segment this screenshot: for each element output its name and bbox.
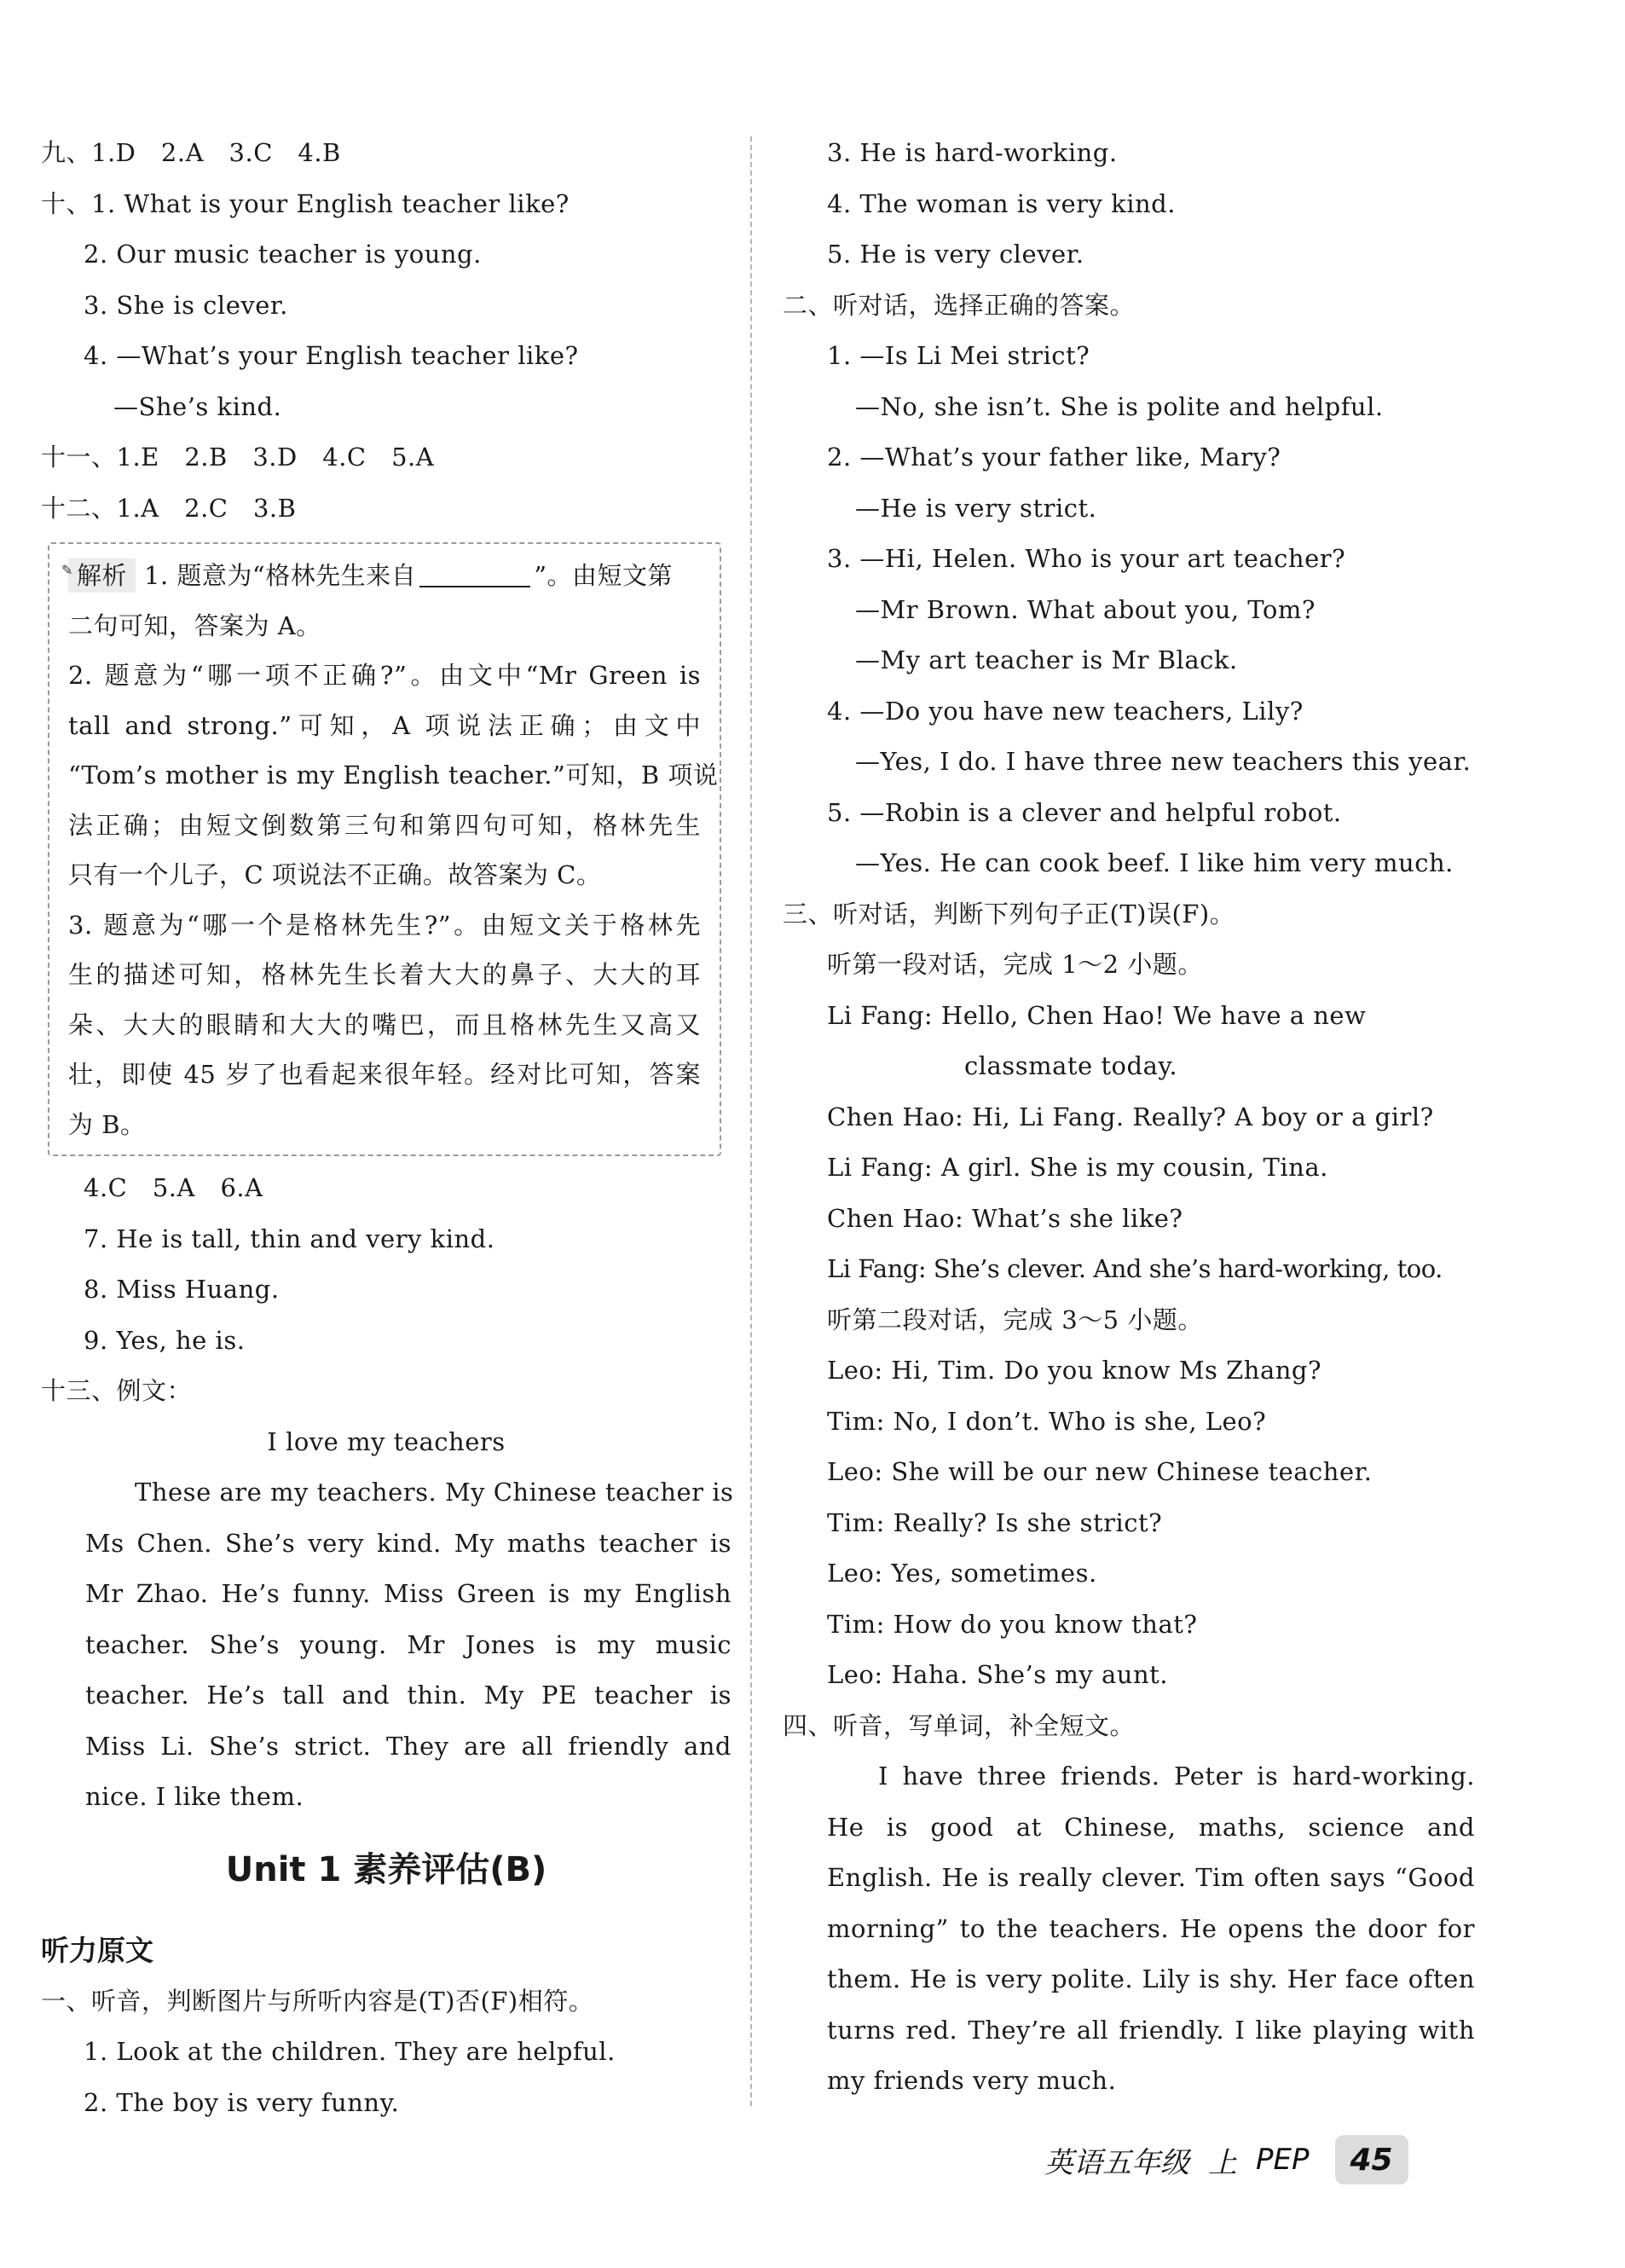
analysis-line — [61, 551, 701, 601]
question-line: 2. The boy is very funny. — [84, 2087, 400, 2117]
answer-line: 3. She is clever. — [84, 290, 288, 320]
essay-line: teacher. She’s young. Mr Jones is my music — [85, 1629, 732, 1659]
footer-edition: PEP — [1256, 2143, 1310, 2177]
dialog-line: 4. —Do you have new teachers, Lily? — [827, 696, 1304, 726]
unit-title: Unit 1 素养评估(B) — [225, 1849, 547, 1889]
analysis-line: 法正确；由短文倒数第三句和第四句可知，格林先生 — [68, 810, 701, 840]
analysis-line: 生的描述可知，格林先生长着大大的鼻子、大大的耳 — [68, 960, 701, 989]
answer-line: 十、1. What is your English teacher like? — [41, 188, 570, 218]
essay-line: Ms Chen. She’s very kind. My maths teacher is — [85, 1528, 732, 1558]
dialog-line: Li Fang: Hello, Chen Hao! We have a new — [827, 1000, 1367, 1030]
analysis-line: 为 B。 — [68, 1109, 146, 1139]
dialog-line: —He is very strict. — [855, 493, 1097, 523]
sub-heading: 听第二段对话，完成 3～5 小题。 — [827, 1305, 1203, 1334]
answer-line: —She’s kind. — [113, 391, 282, 421]
passage-line: turns red. They’re all friendly. I like playing with — [827, 2015, 1475, 2045]
analysis-line: 2. 题意为“哪一项不正确?”。由文中“Mr Green is — [68, 661, 701, 690]
analysis-line: 二句可知，答案为 A。 — [68, 610, 321, 640]
analysis-tag: ✎ 解析 — [68, 558, 136, 593]
analysis-line: 只有一个儿子，C 项说法不正确。故答案为 C。 — [68, 860, 602, 889]
dialog-line: 1. —Is Li Mei strict? — [827, 341, 1090, 370]
dialog-line: Tim: How do you know that? — [827, 1609, 1198, 1639]
analysis-line: 3. 题意为“哪一个是格林先生?”。由短文关于格林先 — [68, 910, 701, 940]
dialog-line: 2. —What’s your father like, Mary? — [827, 443, 1281, 472]
right-column — [783, 128, 1475, 2107]
dialog-line: —Yes, I do. I have three new teachers this year. — [855, 747, 1472, 776]
dialog-line: Li Fang: A girl. She is my cousin, Tina. — [827, 1153, 1328, 1182]
dialog-line: —No, she isn’t. She is polite and helpful. — [855, 391, 1384, 421]
sub-heading: 听第一段对话，完成 1～2 小题。 — [827, 950, 1203, 979]
answer-blank — [419, 560, 530, 587]
passage-line: my friends very much. — [827, 2066, 1117, 2095]
question-line: 3. He is hard-working. — [827, 138, 1118, 167]
analysis-text: ”。由短文第 — [534, 561, 674, 590]
part-heading: 一、听音，判断图片与所听内容是(T)否(F)相符。 — [41, 1986, 594, 2016]
essay-line: Miss Li. She’s strict. They are all friendly and — [85, 1731, 732, 1761]
dialog-line: Leo: Hi, Tim. Do you know Ms Zhang? — [827, 1356, 1322, 1385]
dialog-line: Tim: No, I don’t. Who is she, Leo? — [827, 1406, 1267, 1436]
dialog-line: Chen Hao: What’s she like? — [827, 1203, 1183, 1233]
passage-line: morning” to the teachers. He opens the door for — [827, 1913, 1475, 1943]
part-heading: 二、听对话，选择正确的答案。 — [783, 290, 1136, 320]
footer-subject: 英语五年级 — [1044, 2145, 1189, 2180]
essay-line: nice. I like them. — [85, 1782, 304, 1811]
analysis-line: tall and strong.”可知，A 项说法正确；由文中 — [68, 710, 701, 740]
answer-line: 4. —What’s your English teacher like? — [84, 341, 579, 370]
dialog-line: Li Fang: She’s clever. And she’s hard-working, too. — [827, 1254, 1443, 1283]
answer-line: 7. He is tall, thin and very kind. — [84, 1224, 495, 1253]
answer-line: 九、1.D 2.A 3.C 4.B — [41, 138, 341, 167]
passage-line: I have three friends. Peter is hard-working. — [878, 1762, 1475, 1791]
answer-line: 9. Yes, he is. — [84, 1325, 246, 1355]
question-line: 5. He is very clever. — [827, 240, 1084, 269]
footer-volume: 上 — [1208, 2145, 1237, 2180]
dialog-line: 3. —Hi, Helen. Who is your art teacher? — [827, 544, 1346, 573]
answer-line: 4.C 5.A 6.A — [84, 1173, 263, 1202]
dialog-line: —My art teacher is Mr Black. — [855, 645, 1238, 674]
analysis-box — [48, 542, 721, 1156]
dialog-line: —Yes. He can cook beef. I like him very much. — [855, 848, 1454, 877]
answer-line: 8. Miss Huang. — [84, 1275, 280, 1304]
part-heading: 三、听对话，判断下列句子正(T)误(F)。 — [783, 899, 1235, 929]
section-title: 听力原文 — [41, 1933, 153, 1967]
dialog-line: —Mr Brown. What about you, Tom? — [855, 594, 1316, 624]
analysis-line: “Tom’s mother is my English teacher.”可知，B 项说 — [68, 761, 719, 790]
dialog-line: Chen Hao: Hi, Li Fang. Really? A boy or a girl? — [827, 1102, 1434, 1131]
essay-title: I love my teachers — [267, 1426, 506, 1456]
question-line: 4. The woman is very kind. — [827, 188, 1176, 218]
dialog-line: Leo: Yes, sometimes. — [827, 1559, 1097, 1588]
passage-line: English. He is really clever. Tim often says “Good — [827, 1863, 1475, 1892]
answer-line: 十二、1.A 2.C 3.B — [41, 493, 297, 523]
pen-mark-icon: ✎ — [61, 562, 73, 578]
passage-line: He is good at Chinese, maths, science and — [827, 1812, 1475, 1842]
essay-line: Mr Zhao. He’s funny. Miss Green is my English — [85, 1579, 732, 1608]
answer-line: 十一、1.E 2.B 3.D 4.C 5.A — [41, 443, 435, 472]
page-number: 45 — [1335, 2135, 1408, 2184]
question-line: 1. Look at the children. They are helpful. — [84, 2037, 616, 2066]
page-footer — [1044, 2132, 1408, 2188]
column-divider — [750, 136, 752, 2106]
essay-line: These are my teachers. My Chinese teacher is — [135, 1478, 734, 1507]
dialog-line: Leo: She will be our new Chinese teacher. — [827, 1457, 1373, 1486]
part-heading: 四、听音，写单词，补全短文。 — [783, 1710, 1136, 1740]
answer-line: 2. Our music teacher is young. — [84, 240, 482, 269]
dialog-line: classmate today. — [964, 1051, 1178, 1080]
dialog-line: Tim: Really? Is she strict? — [827, 1507, 1163, 1537]
analysis-text: 1. 题意为“格林先生来自 — [144, 561, 417, 590]
dialog-line: Leo: Haha. She’s my aunt. — [827, 1660, 1168, 1689]
left-column — [41, 128, 732, 2128]
passage-line: them. He is very polite. Lily is shy. Her face often — [827, 1964, 1475, 1993]
analysis-line: 朵、大大的眼睛和大大的嘴巴，而且格林先生又高又 — [68, 1010, 701, 1039]
analysis-line: 壮，即使 45 岁了也看起来很年轻。经对比可知，答案 — [68, 1060, 701, 1089]
dialog-line: 5. —Robin is a clever and helpful robot. — [827, 797, 1342, 827]
essay-heading: 十三、例文： — [41, 1376, 193, 1405]
essay-line: teacher. He’s tall and thin. My PE teacher is — [85, 1681, 732, 1710]
